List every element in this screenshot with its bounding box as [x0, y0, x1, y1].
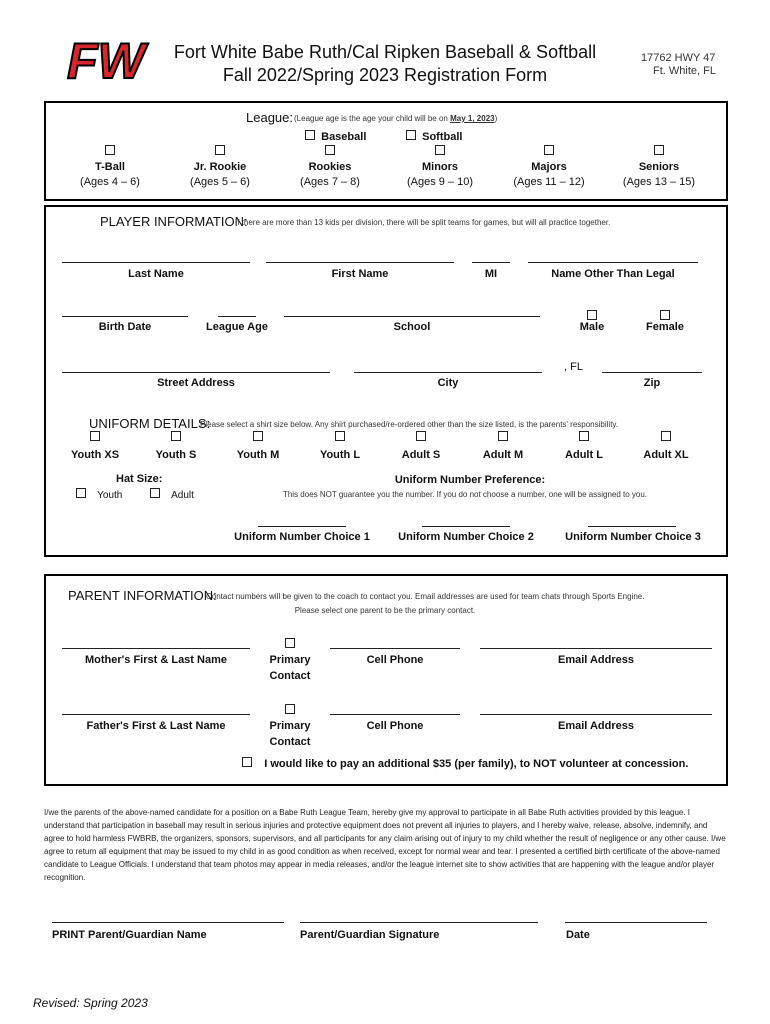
mother-email-label: Email Address	[557, 654, 634, 666]
size-checkbox[interactable]	[661, 431, 671, 441]
size-youth-l[interactable]	[300, 431, 380, 461]
baseball-option[interactable]	[305, 130, 366, 143]
father-primary-label	[260, 720, 320, 748]
hat-youth-option[interactable]	[76, 488, 122, 501]
father-name-field[interactable]	[62, 714, 250, 715]
father-name-label: Father's First & Last Name	[86, 720, 226, 732]
mother-name-label: Mother's First & Last Name	[85, 654, 227, 666]
father-primary-checkbox[interactable]	[282, 701, 298, 719]
division-name: Rookies	[308, 161, 352, 173]
zip-field[interactable]	[602, 372, 702, 373]
choice3-label: Uniform Number Choice 3	[565, 531, 701, 543]
choice2-field[interactable]	[422, 526, 510, 527]
hat-adult-option[interactable]	[150, 488, 194, 501]
size-checkbox[interactable]	[579, 431, 589, 441]
hat-size-label: Hat Size:	[116, 473, 163, 485]
city-label: City	[437, 377, 459, 389]
father-cell-label: Cell Phone	[366, 720, 424, 732]
date-label: Date	[566, 929, 590, 941]
street-label: Street Address	[157, 377, 235, 389]
female-label: Female	[646, 321, 684, 333]
waiver-text: I/we the parents of the above-named candidate for a position on a Babe Ruth League Team, hereby give my approval to participate in all Babe Ruth activities provided by this league. I understand that participation in baseball may result in serious injuries and protective equipment does not prevent all injuries to players, and I hereby waive, release, absolve, indemnify, and agree to hold harmless FWBRB, the organizers, sponsors, supervisors, and all participants for any claim arising out of injury to my child whether the result of negligence or any other cause. I/we agree to return all equipment that may be issued to my child in as good condition as when received, except for normal wear and tear. I presented a certified birth certificate of the above-named candidate to League Officials. I understand that team photos may appear in media releases, and/or the league internet site to show activities that are happening with the league and/or player recognition.	[44, 808, 726, 882]
division-checkbox[interactable]	[215, 145, 225, 155]
name-other-label: Name Other Than Legal	[551, 268, 675, 280]
hat-youth-label: Youth	[97, 490, 123, 501]
address-line1: 17762 HWY 47	[641, 52, 716, 64]
division-tball[interactable]	[60, 145, 160, 188]
division-name: Jr. Rookie	[193, 161, 247, 173]
print-name-label: PRINT Parent/Guardian Name	[52, 929, 207, 941]
school-field[interactable]	[284, 316, 540, 317]
date-field[interactable]	[565, 922, 707, 923]
logo-text: FW	[67, 33, 145, 89]
size-youth-s[interactable]	[136, 431, 216, 461]
form-title-line2: Fall 2022/Spring 2023 Registration Form	[222, 65, 548, 85]
player-note: If there are more than 13 kids per division, there will be split teams for games, but will all practice together.	[235, 218, 611, 227]
division-rookies[interactable]	[280, 145, 380, 188]
last-name-field[interactable]	[62, 262, 250, 263]
size-youth-xs[interactable]	[55, 431, 135, 461]
size-label: Youth XS	[70, 449, 120, 461]
name-other-field[interactable]	[528, 262, 698, 263]
size-label: Adult XL	[643, 449, 689, 461]
father-email-label: Email Address	[557, 720, 634, 732]
city-field[interactable]	[354, 372, 542, 373]
division-name: T-Ball	[95, 161, 125, 173]
size-label: Adult L	[565, 449, 603, 461]
size-label: Youth S	[155, 449, 197, 461]
choice2-label: Uniform Number Choice 2	[398, 531, 534, 543]
contact-text: Contact	[269, 670, 311, 682]
league-note-date: May 1, 2023	[450, 114, 495, 123]
baseball-checkbox[interactable]	[305, 130, 315, 140]
zip-label: Zip	[643, 377, 661, 389]
revised-note: Revised: Spring 2023	[33, 996, 148, 1010]
school-label: School	[393, 321, 431, 333]
division-ages: (Ages 11 – 12)	[513, 176, 585, 188]
size-checkbox[interactable]	[253, 431, 263, 441]
parent-heading: PARENT INFORMATION:	[68, 588, 217, 603]
size-label: Youth L	[319, 449, 361, 461]
division-minors[interactable]	[390, 145, 490, 188]
mi-label: MI	[484, 268, 498, 280]
male-label: Male	[579, 321, 605, 333]
address-line2: Ft. White, FL	[653, 65, 716, 77]
choice1-field[interactable]	[258, 526, 346, 527]
father-cell-field[interactable]	[330, 714, 460, 715]
size-adult-s[interactable]	[381, 431, 461, 461]
size-checkbox[interactable]	[171, 431, 181, 441]
league-note	[294, 114, 497, 123]
division-checkbox[interactable]	[544, 145, 554, 155]
street-field[interactable]	[62, 372, 330, 373]
league-logo	[60, 28, 150, 88]
size-label: Adult S	[401, 449, 441, 461]
player-heading: PLAYER INFORMATION:	[100, 214, 248, 229]
hat-adult-checkbox[interactable]	[150, 488, 160, 498]
size-adult-xl[interactable]	[626, 431, 706, 461]
uniform-pref-label: Uniform Number Preference:	[394, 474, 546, 486]
print-name-field[interactable]	[52, 922, 284, 923]
parent-note2: Please select one parent to be the primary contact.	[294, 606, 476, 615]
form-title-line1: Fort White Babe Ruth/Cal Ripken Baseball & Softball	[173, 42, 597, 62]
size-checkbox[interactable]	[335, 431, 345, 441]
contact-text: Contact	[269, 736, 311, 748]
softball-checkbox[interactable]	[406, 130, 416, 140]
mother-name-field[interactable]	[62, 648, 250, 649]
league-note-suffix: )	[494, 114, 498, 123]
uniform-heading: UNIFORM DETAILS:	[89, 416, 211, 431]
size-youth-m[interactable]	[218, 431, 298, 461]
division-jr-rookie[interactable]	[170, 145, 270, 188]
size-label: Adult M	[482, 449, 524, 461]
softball-label: Softball	[422, 131, 463, 143]
first-name-field[interactable]	[266, 262, 454, 263]
volunteer-option[interactable]	[242, 757, 688, 770]
league-age-label: League Age	[206, 321, 268, 333]
division-checkbox[interactable]	[325, 145, 335, 155]
mother-primary-label	[260, 654, 320, 682]
size-checkbox[interactable]	[90, 431, 100, 441]
division-checkbox[interactable]	[105, 145, 115, 155]
division-ages: (Ages 13 – 15)	[622, 176, 696, 188]
signature-field[interactable]	[300, 922, 538, 923]
size-checkbox[interactable]	[498, 431, 508, 441]
division-ages: (Ages 9 – 10)	[406, 176, 474, 188]
parent-note1: Contact numbers will be given to the coach to contact you. Email addresses are used for team chats through Sports Engine.	[206, 592, 645, 601]
volunteer-label: I would like to pay an additional $35 (per family), to NOT volunteer at concession.	[264, 758, 689, 770]
signature-label: Parent/Guardian Signature	[300, 929, 440, 941]
father-email-field[interactable]	[480, 714, 712, 715]
volunteer-checkbox[interactable]	[242, 757, 252, 767]
mother-cell-field[interactable]	[330, 648, 460, 649]
state-fl: , FL	[564, 361, 583, 373]
birth-date-field[interactable]	[62, 316, 188, 317]
league-note-prefix: (League age is the age your child will be on	[294, 114, 451, 123]
primary-text: Primary	[269, 720, 311, 732]
uniform-note: Please select a shirt size below. Any shirt purchased/re-ordered other than the size listed, is the parents' responsibility.	[200, 420, 619, 429]
mother-primary-checkbox[interactable]	[282, 635, 298, 653]
division-ages: (Ages 5 – 6)	[190, 176, 250, 188]
size-checkbox[interactable]	[416, 431, 426, 441]
birth-date-label: Birth Date	[98, 321, 152, 333]
division-ages: (Ages 4 – 6)	[80, 176, 140, 188]
division-checkbox[interactable]	[435, 145, 445, 155]
division-name: Majors	[531, 161, 567, 173]
size-adult-m[interactable]	[463, 431, 543, 461]
league-label: League:	[246, 110, 293, 125]
mother-cell-label: Cell Phone	[366, 654, 424, 666]
choice1-label: Uniform Number Choice 1	[234, 531, 370, 543]
division-majors[interactable]	[499, 145, 599, 188]
last-name-label: Last Name	[128, 268, 184, 280]
division-ages: (Ages 7 – 8)	[300, 176, 360, 188]
division-name: Seniors	[638, 161, 680, 173]
size-label: Youth M	[236, 449, 280, 461]
mi-field[interactable]	[472, 262, 510, 263]
division-name: Minors	[421, 161, 459, 173]
baseball-label: Baseball	[321, 131, 367, 143]
choice3-field[interactable]	[588, 526, 676, 527]
first-name-label: First Name	[331, 268, 389, 280]
division-checkbox[interactable]	[654, 145, 664, 155]
league-age-field[interactable]	[218, 316, 256, 317]
uniform-pref-note: This does NOT guarantee you the number. If you do not choose a number, one will be assigned to you.	[282, 490, 648, 499]
size-adult-l[interactable]	[544, 431, 624, 461]
hat-adult-label: Adult	[171, 490, 194, 501]
softball-option[interactable]	[406, 130, 462, 143]
hat-youth-checkbox[interactable]	[76, 488, 86, 498]
division-seniors[interactable]	[609, 145, 709, 188]
mother-email-field[interactable]	[480, 648, 712, 649]
primary-text: Primary	[269, 654, 311, 666]
